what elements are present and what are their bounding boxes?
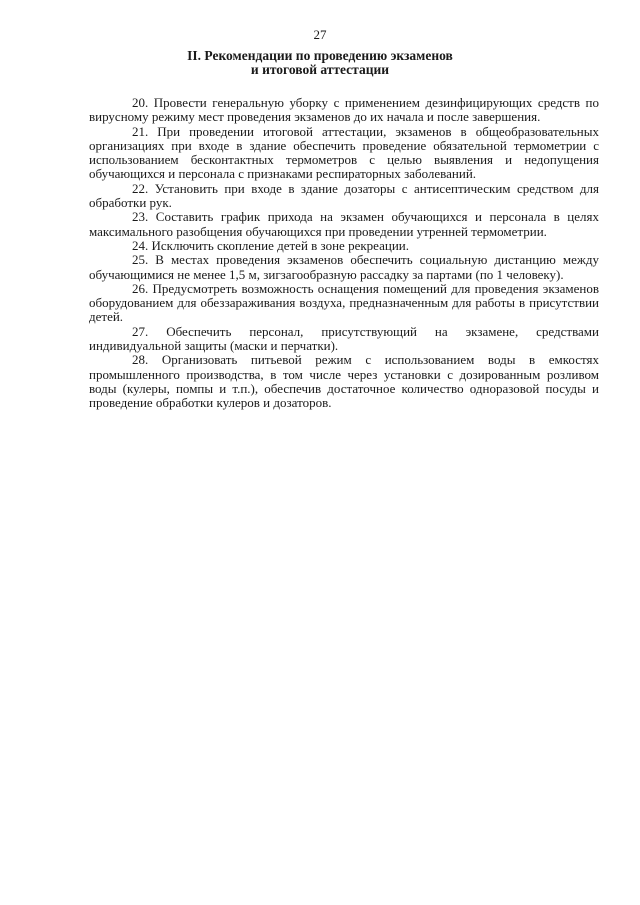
paragraph-25: 25. В местах проведения экзаменов обеспечить социальную дистанцию между обучающимися не менее 1,5 м, зигзагообразную рассадку за партами (по 1 человеку). xyxy=(89,252,599,282)
paragraph-20: 20. Провести генеральную уборку с применением дезинфицирующих средств по вирусному режиму мест проведения экзаменов до их начала и после завершения. xyxy=(89,95,599,125)
section-heading-line-1: II. Рекомендации по проведению экзаменов xyxy=(187,48,453,63)
paragraph-27: 27. Обеспечить персонал, присутствующий на экзамене, средствами индивидуальной защиты (маски и перчатки). xyxy=(89,323,599,354)
document-body xyxy=(89,96,599,411)
paragraph-28: 28. Организовать питьевой режим с использованием воды в емкостях промышленного производства, в том числе через установки с дозированным розливом воды (кулеры, помпы и т.п.), обеспечив достаточное количество одноразовой посуды и проведение обработки кулеров и дозаторов. xyxy=(89,352,599,411)
paragraph-26: 26. Предусмотреть возможность оснащения помещений для проведения экзаменов оборудованием для обеззараживания воздуха, предназначенным для работы в присутствии детей. xyxy=(89,280,599,325)
section-heading xyxy=(60,49,580,77)
page-number: 27 xyxy=(313,27,327,42)
section-heading-line-2: и итоговой аттестации xyxy=(250,62,390,77)
paragraph-24: 24. Исключить скопление детей в зоне рекреации. xyxy=(132,237,409,253)
paragraph-22: 22. Установить при входе в здание дозаторы с антисептическим средством для обработки рук. xyxy=(89,180,599,211)
paragraph-21: 21. При проведении итоговой аттестации, экзаменов в общеобразовательных организациях при входе в здание обеспечить проведение обязательной термометрии с использованием бесконтактных термометров с целью выявления и недопущения обучающихся и персонала с признаками респираторных заболеваний. xyxy=(89,123,599,182)
paragraph-23: 23. Составить график прихода на экзамен обучающихся и персонала в целях максимального разобщения обучающихся при проведении утренней термометрии. xyxy=(89,209,599,239)
